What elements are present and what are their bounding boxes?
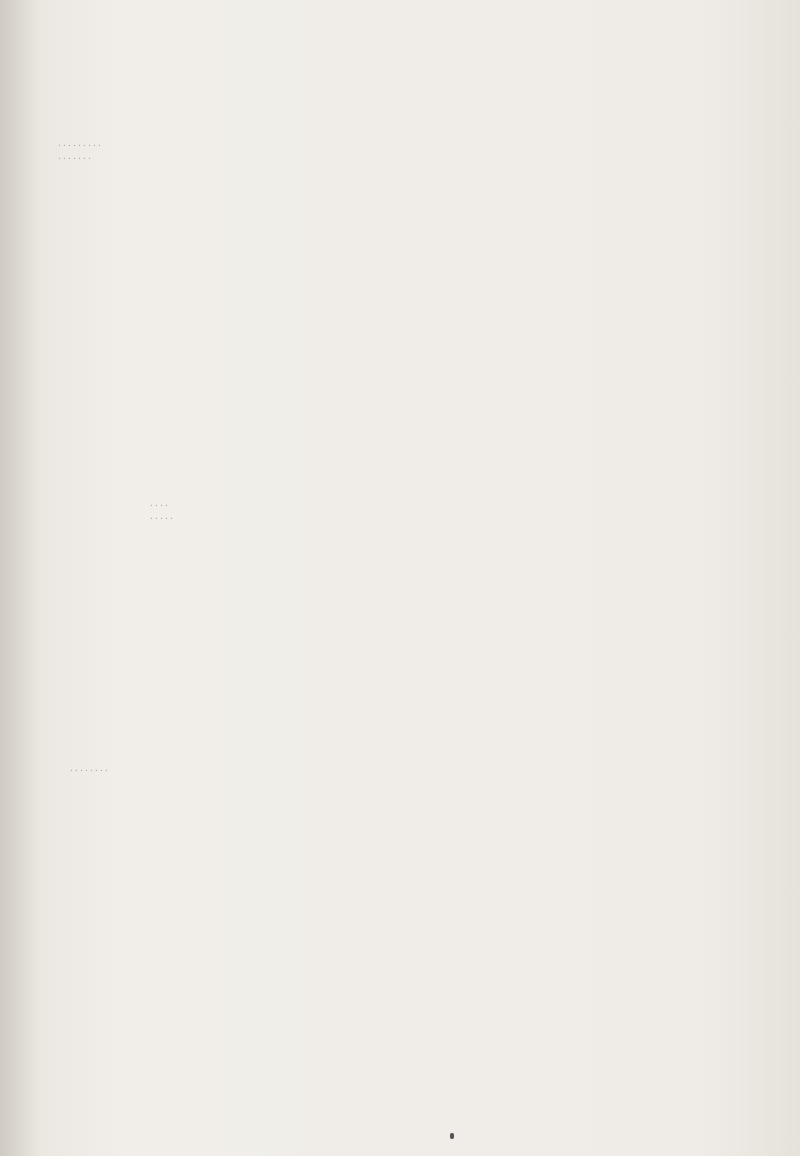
faint-marginal-scribble: · · · · · · · · · · · · · · · · — [58, 141, 101, 165]
main-text-block — [218, 50, 758, 78]
section-heading — [278, 56, 758, 74]
ink-spot — [450, 1133, 454, 1139]
faint-marginal-scribble: · · · · · · · · · — [150, 501, 173, 525]
handwritten-marginal-note — [18, 827, 168, 837]
faint-marginal-scribble: · · · · · · · · — [70, 766, 108, 777]
